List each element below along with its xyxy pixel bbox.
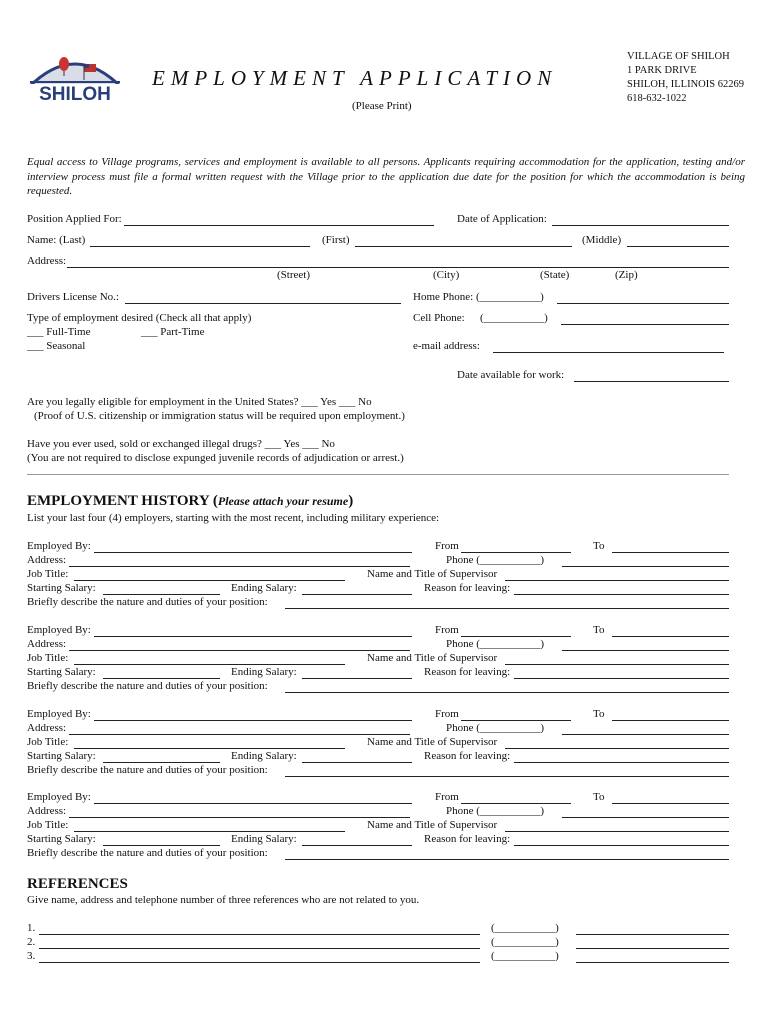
employer-phone-field[interactable]: [562, 566, 729, 567]
home-phone-field[interactable]: [557, 303, 729, 304]
job-title-label: Job Title:: [27, 736, 69, 748]
reference-name-field[interactable]: [39, 962, 480, 963]
job-title-field[interactable]: [74, 664, 345, 665]
from-label: From: [435, 624, 459, 636]
drugs-question: Have you ever used, sold or exchanged illegal drugs? ___ Yes ___ No: [27, 438, 335, 450]
name-middle-field[interactable]: [627, 246, 729, 247]
village-logo: [24, 48, 126, 106]
fulltime-option[interactable]: ___ Full-Time: [27, 326, 91, 338]
from-label: From: [435, 791, 459, 803]
duties-label: Briefly describe the nature and duties of your position:: [27, 764, 268, 776]
logo-text: SHILOH: [39, 84, 111, 105]
ending-salary-label: Ending Salary:: [231, 833, 297, 845]
employer-phone-field[interactable]: [562, 650, 729, 651]
reference-phone-field[interactable]: [576, 948, 729, 949]
reason-leaving-field[interactable]: [514, 678, 729, 679]
to-field[interactable]: [612, 720, 729, 721]
employed-by-field[interactable]: [94, 803, 412, 804]
supervisor-label: Name and Title of Supervisor: [367, 819, 498, 831]
drugs-note: (You are not required to disclose expunged juvenile records of adjudication or arrest.): [27, 452, 404, 464]
starting-salary-label: Starting Salary:: [27, 750, 96, 762]
employer-address-label: Address:: [27, 722, 67, 734]
cell-phone-label: Cell Phone:: [413, 312, 465, 324]
starting-salary-field[interactable]: [103, 594, 220, 595]
to-label: To: [593, 708, 605, 720]
employer-address-field[interactable]: [69, 734, 410, 735]
employer-address-field[interactable]: [69, 566, 410, 567]
employer-phone-label: Phone (___________): [446, 554, 545, 566]
city-caption: (City): [433, 269, 460, 281]
from-label: From: [435, 708, 459, 720]
reason-leaving-label: Reason for leaving:: [424, 750, 511, 762]
employed-by-field[interactable]: [94, 552, 412, 553]
duties-label: Briefly describe the nature and duties of your position:: [27, 847, 268, 859]
date-available-field[interactable]: [574, 381, 729, 382]
starting-salary-field[interactable]: [103, 678, 220, 679]
drivers-license-label: Drivers License No.:: [27, 291, 119, 303]
ending-salary-field[interactable]: [302, 678, 412, 679]
employer-phone-label: Phone (___________): [446, 722, 545, 734]
supervisor-label: Name and Title of Supervisor: [367, 652, 498, 664]
reference-name-field[interactable]: [39, 948, 480, 949]
name-last-field[interactable]: [90, 246, 310, 247]
employer-phone-label: Phone (___________): [446, 805, 545, 817]
reference-number: 3.: [27, 950, 36, 962]
employed-by-label: Employed By:: [27, 791, 91, 803]
cell-phone-field[interactable]: [561, 324, 729, 325]
employed-by-field[interactable]: [94, 720, 412, 721]
starting-salary-label: Starting Salary:: [27, 582, 96, 594]
name-last-label: Name: (Last): [27, 234, 86, 246]
employer-address-field[interactable]: [69, 650, 410, 651]
state-caption: (State): [540, 269, 570, 281]
ending-salary-field[interactable]: [302, 762, 412, 763]
reference-phone-field[interactable]: [576, 962, 729, 963]
employment-history-heading: EMPLOYMENT HISTORY (Please attach your resume): [27, 493, 354, 509]
date-application-field[interactable]: [552, 225, 729, 226]
ending-salary-field[interactable]: [302, 845, 412, 846]
job-title-label: Job Title:: [27, 819, 69, 831]
job-title-label: Job Title:: [27, 568, 69, 580]
ending-salary-field[interactable]: [302, 594, 412, 595]
reference-number: 1.: [27, 922, 36, 934]
supervisor-label: Name and Title of Supervisor: [367, 736, 498, 748]
reason-leaving-label: Reason for leaving:: [424, 833, 511, 845]
address-label: Address:: [27, 255, 67, 267]
email-label: e-mail address:: [413, 340, 480, 352]
reason-leaving-field[interactable]: [514, 845, 729, 846]
to-field[interactable]: [612, 552, 729, 553]
employer-address-field[interactable]: [69, 817, 410, 818]
street-caption: (Street): [277, 269, 310, 281]
eligibility-question: Are you legally eligible for employment in the United States? ___ Yes ___ No: [27, 396, 372, 408]
cell-phone-area: (___________): [480, 312, 548, 324]
date-available-label: Date available for work:: [457, 369, 565, 381]
zip-caption: (Zip): [615, 269, 638, 281]
duties-field[interactable]: [285, 608, 729, 609]
address-line: 1 PARK DRIVE: [627, 65, 697, 76]
starting-salary-field[interactable]: [103, 845, 220, 846]
employer-phone-field[interactable]: [562, 734, 729, 735]
job-title-field[interactable]: [74, 580, 345, 581]
to-label: To: [593, 540, 605, 552]
duties-label: Briefly describe the nature and duties of your position:: [27, 680, 268, 692]
parttime-option[interactable]: ___ Part-Time: [141, 326, 205, 338]
intro-paragraph: Equal access to Village programs, services and employment is available to all persons. Applicants requiring accommodation for the application, testing and/or interview process must file a formal written request with the Village prior to the application due date for the position for which the accommodation is being requested.: [27, 156, 745, 197]
home-phone-label: Home Phone: (___________): [413, 291, 544, 303]
from-field[interactable]: [461, 720, 571, 721]
to-field[interactable]: [612, 803, 729, 804]
employer-phone-field[interactable]: [562, 817, 729, 818]
reason-leaving-label: Reason for leaving:: [424, 582, 511, 594]
to-label: To: [593, 624, 605, 636]
supervisor-field[interactable]: [505, 664, 729, 665]
job-title-field[interactable]: [74, 748, 345, 749]
employer-address-label: Address:: [27, 638, 67, 650]
address-line: 618-632-1022: [627, 93, 687, 104]
name-middle-label: (Middle): [582, 234, 622, 246]
duties-label: Briefly describe the nature and duties of your position:: [27, 596, 268, 608]
reason-leaving-field[interactable]: [514, 594, 729, 595]
reason-leaving-field[interactable]: [514, 762, 729, 763]
reference-area-code: (___________): [491, 922, 559, 934]
duties-field[interactable]: [285, 859, 729, 860]
email-field[interactable]: [493, 352, 724, 353]
address-field[interactable]: [67, 267, 729, 268]
ending-salary-label: Ending Salary:: [231, 750, 297, 762]
references-instructions: Give name, address and telephone number of three references who are not related to you.: [27, 894, 420, 906]
duties-field[interactable]: [285, 776, 729, 777]
starting-salary-field[interactable]: [103, 762, 220, 763]
eligibility-note: (Proof of U.S. citizenship or immigration status will be required upon employment.): [34, 410, 405, 422]
seasonal-option[interactable]: ___ Seasonal: [27, 340, 86, 352]
supervisor-field[interactable]: [505, 748, 729, 749]
supervisor-field[interactable]: [505, 580, 729, 581]
duties-field[interactable]: [285, 692, 729, 693]
from-field[interactable]: [461, 803, 571, 804]
position-label: Position Applied For:: [27, 213, 122, 225]
starting-salary-label: Starting Salary:: [27, 666, 96, 678]
reference-number: 2.: [27, 936, 36, 948]
ending-salary-label: Ending Salary:: [231, 666, 297, 678]
drivers-license-field[interactable]: [125, 303, 401, 304]
employer-address-label: Address:: [27, 805, 67, 817]
employment-history-instructions: List your last four (4) employers, starting with the most recent, including military experience:: [27, 512, 440, 524]
employment-type-label: Type of employment desired (Check all that apply): [27, 312, 252, 324]
employed-by-field[interactable]: [94, 636, 412, 637]
employer-phone-label: Phone (___________): [446, 638, 545, 650]
reference-area-code: (___________): [491, 936, 559, 948]
reason-leaving-label: Reason for leaving:: [424, 666, 511, 678]
reference-area-code: (___________): [491, 950, 559, 962]
supervisor-field[interactable]: [505, 831, 729, 832]
employer-address-label: Address:: [27, 554, 67, 566]
to-label: To: [593, 791, 605, 803]
from-field[interactable]: [461, 552, 571, 553]
name-first-field[interactable]: [355, 246, 572, 247]
references-heading: REFERENCES: [27, 876, 128, 892]
ending-salary-label: Ending Salary:: [231, 582, 297, 594]
to-field[interactable]: [612, 636, 729, 637]
section-divider: [27, 474, 729, 475]
job-title-label: Job Title:: [27, 652, 69, 664]
date-application-label: Date of Application:: [457, 213, 547, 225]
name-first-label: (First): [322, 234, 350, 246]
position-field[interactable]: [124, 225, 434, 226]
address-line: VILLAGE OF SHILOH: [627, 51, 730, 62]
from-label: From: [435, 540, 459, 552]
page-title: EMPLOYMENT APPLICATION: [152, 66, 558, 90]
address-line: SHILOH, ILLINOIS 62269: [627, 79, 744, 90]
employed-by-label: Employed By:: [27, 624, 91, 636]
reference-phone-field[interactable]: [576, 934, 729, 935]
employed-by-label: Employed By:: [27, 540, 91, 552]
employed-by-label: Employed By:: [27, 708, 91, 720]
from-field[interactable]: [461, 636, 571, 637]
supervisor-label: Name and Title of Supervisor: [367, 568, 498, 580]
page-subtitle: (Please Print): [352, 100, 412, 112]
reference-name-field[interactable]: [39, 934, 480, 935]
village-address: [627, 50, 767, 106]
starting-salary-label: Starting Salary:: [27, 833, 96, 845]
job-title-field[interactable]: [74, 831, 345, 832]
